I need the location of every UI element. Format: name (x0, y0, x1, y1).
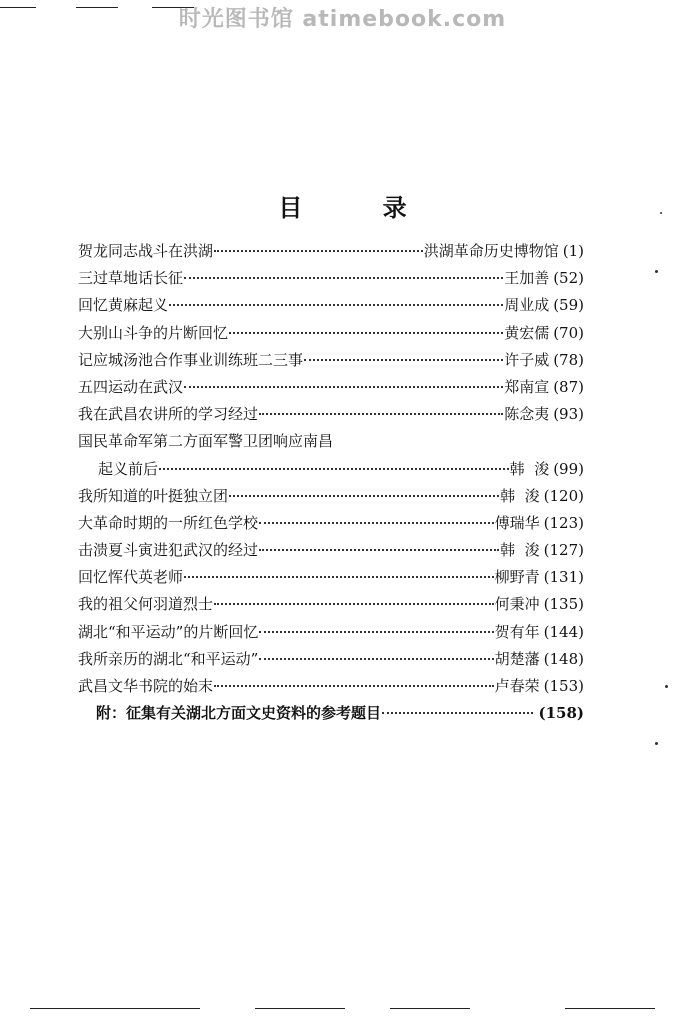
toc-entry-title: 回忆黄麻起义 (78, 296, 169, 315)
dot-leader (184, 386, 503, 388)
toc-entry-page: (87) (553, 377, 584, 396)
toc-entry-title: 我所知道的叶挺独立团 (78, 486, 229, 505)
toc-entry-title: 记应城汤池合作事业训练班二三事 (78, 350, 304, 369)
toc-entry (78, 347, 584, 374)
bottom-rule-2 (255, 1008, 345, 1009)
toc-entry-page: (59) (553, 296, 584, 315)
toc-entry-author: 王加善 (504, 269, 550, 288)
dot-leader (214, 603, 494, 605)
toc-entry-title: 击溃夏斗寅进犯武汉的经过 (78, 541, 259, 560)
toc-appendix-title: 附：征集有关湖北方面文史资料的参考题目 (96, 704, 382, 723)
dot-leader (229, 495, 499, 497)
dot-leader (229, 332, 503, 334)
toc-entry (78, 646, 584, 673)
scan-speck (655, 270, 658, 273)
toc-entry (78, 320, 584, 347)
toc-entry-title: 贺龙同志战斗在洪湖 (78, 242, 214, 260)
toc-entry-title: 武昌文华书院的始末 (78, 677, 214, 695)
toc-entry (78, 401, 584, 428)
toc-entry-title: 回忆恽代英老师 (78, 568, 184, 587)
toc-entry-page: (70) (553, 323, 584, 342)
toc-entry-page: (127) (543, 541, 584, 560)
toc-entry (78, 374, 584, 401)
watermark: 时光图书馆 atimebook.com (178, 7, 507, 32)
toc-entry-author: 贺有年 (494, 622, 540, 641)
bottom-rule-1 (30, 1008, 200, 1009)
toc-entry-page: (135) (543, 595, 584, 614)
dot-leader (259, 549, 499, 551)
toc-entry-author: 郑南宣 (504, 377, 550, 396)
toc-entry (78, 510, 584, 537)
toc-appendix (78, 700, 584, 727)
toc-entry-page: (1) (562, 242, 584, 260)
toc-entry-title: 大革命时期的一所红色学校 (78, 513, 259, 532)
bottom-rule-4 (565, 1008, 655, 1009)
toc-entry (78, 591, 584, 618)
dot-leader (184, 277, 503, 279)
toc-entry-author: 许子威 (504, 350, 550, 369)
toc-entry (78, 564, 584, 591)
toc-entry-author: 卢春荣 (494, 677, 540, 695)
dot-leader (169, 304, 503, 306)
toc-entry-title: 我的祖父何羽道烈士 (78, 595, 214, 614)
toc-entry-author: 洪湖革命历史博物馆 (423, 242, 559, 260)
dot-leader (259, 522, 494, 524)
toc-entry-author: 陈念夷 (504, 405, 550, 424)
toc-entry-author: 韩 浚 (500, 486, 540, 505)
toc-entry-title: 起义前后 (98, 459, 159, 478)
table-of-contents (78, 238, 584, 727)
toc-entry-title: 五四运动在武汉 (78, 377, 184, 396)
toc-entry-page: (153) (543, 677, 584, 695)
scan-speck (665, 685, 668, 688)
toc-entry-author: 胡楚藩 (494, 649, 540, 668)
toc-entry-title: 我在武昌农讲所的学习经过 (78, 405, 259, 424)
dot-leader (214, 250, 423, 252)
toc-entry (78, 456, 584, 483)
toc-entry-title: 三过草地话长征 (78, 269, 184, 288)
toc-entry-page: (93) (553, 405, 584, 424)
page-title: 目 录 (278, 193, 443, 222)
dot-leader (304, 359, 503, 361)
dot-leader (159, 468, 509, 470)
toc-entry-page: (78) (553, 350, 584, 369)
toc-entry-heading (78, 428, 584, 455)
dot-leader (259, 413, 503, 415)
toc-entry-page: (131) (543, 568, 584, 587)
dot-leader (259, 631, 493, 633)
toc-entry-author: 周业成 (504, 296, 550, 315)
toc-entry-author: 何秉冲 (494, 595, 540, 614)
toc-entry-title: 国民革命军第二方面军警卫团响应南昌 (78, 432, 334, 451)
toc-entry (78, 537, 584, 564)
toc-entry-author: 柳野青 (494, 568, 540, 587)
dot-leader (382, 712, 533, 714)
toc-entry (78, 483, 584, 510)
toc-entry-page: (148) (543, 649, 584, 668)
toc-appendix-page: (158) (538, 704, 584, 723)
toc-entry-page: (123) (543, 513, 584, 532)
scan-speck (655, 742, 658, 745)
dot-leader (184, 576, 494, 578)
toc-entry-title: 湖北“和平运动”的片断回忆 (78, 622, 259, 641)
toc-entry (78, 238, 584, 265)
toc-entry-page: (144) (543, 622, 584, 641)
toc-entry (78, 292, 584, 319)
bottom-rule-3 (390, 1008, 470, 1009)
dot-leader (214, 685, 494, 687)
toc-entry-title: 大别山斗争的片断回忆 (78, 323, 229, 342)
toc-entry-page: (99) (553, 459, 584, 478)
toc-entry-author: 韩 浚 (509, 459, 550, 478)
toc-entry-page: (52) (553, 269, 584, 288)
toc-entry-author: 黄宏儒 (504, 323, 550, 342)
toc-entry-title: 我所亲历的湖北“和平运动” (78, 649, 259, 668)
toc-entry (78, 619, 584, 646)
toc-entry (78, 673, 584, 700)
toc-entry (78, 265, 584, 292)
toc-entry-page: (120) (543, 486, 584, 505)
toc-entry-author: 韩 浚 (500, 541, 540, 560)
toc-entry-author: 傅瑞华 (494, 513, 540, 532)
dot-leader (259, 658, 493, 660)
